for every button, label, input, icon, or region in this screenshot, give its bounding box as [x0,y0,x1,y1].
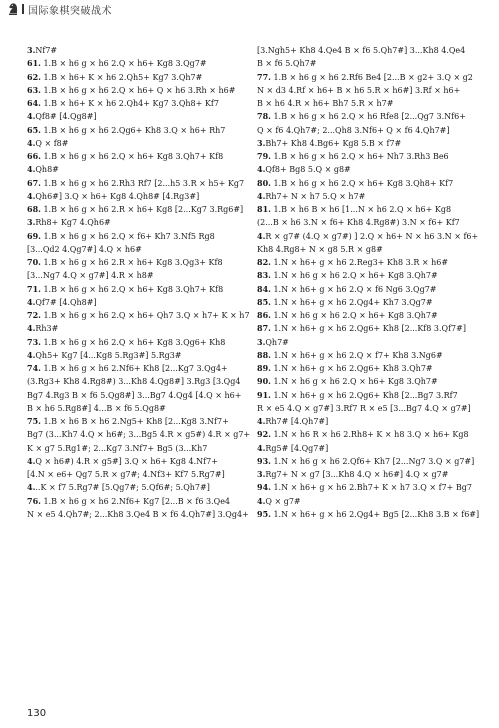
solution-line: K × g7 5.Rg1#; 2...Kg7 3.Nf7+ Bg5 (3...Kh7 [27,443,208,453]
left-column [27,44,253,521]
problem-number: 3. [27,217,36,228]
solution-line: 65. 1.B × h6 g × h6 2.Qg6+ Kh8 3.Q × h6+ Rh7 [27,124,226,135]
solution-line: 89. 1.N × h6+ g × h6 2.Qg6+ Kh8 3.Qh7# [257,363,433,373]
problem-number: 4. [27,323,36,334]
solution-line: 4.Qf8+ Bg8 5.Q × g8# [257,164,351,175]
problem-number: 84. [257,283,271,294]
page-number: 130 [27,708,47,719]
book-title: 国际象棋突破战术 [28,6,112,17]
solution-line: 3.Nf7# [27,45,58,55]
problem-number: 4. [257,164,266,175]
solution-line: [3...Ng7 4.Q × g7#] 4.R × h8# [27,271,154,281]
problem-number: 61. [27,58,41,69]
problem-number: 64. [27,98,41,108]
problem-number: 83. [257,270,271,281]
problem-number: 74. [27,363,41,373]
problem-number: 95. [257,508,271,519]
problem-number: 4. [257,442,266,453]
solution-line: (3.Rg3+ Kh8 4.Rg8#) 3...Kh8 4.Qg8#] 3.Rg3 [3.Qg4 [27,377,241,387]
solution-line: 4.Qf8# [4.Qg8#] [27,111,97,122]
solution-line: 68. 1.B × h6 g × h6 2.R × h6+ Kg8 [2...Kg7 3.Rg6#] [27,204,244,214]
problem-number: 76. [27,495,41,506]
solution-line: 84. 1.N × h6+ g × h6 2.Q × f6 Ng6 3.Qg7# [257,283,437,294]
problem-number: 3. [257,137,266,148]
problem-number: 86. [257,310,271,320]
solution-line: [3...Qd2 4.Qg7#] 4.Q × h6# [27,244,142,254]
problem-number: 90. [257,376,271,387]
solution-line: 4.Rh7+ N × h7 5.Q × h7# [257,190,366,201]
solution-line: 87. 1.N × h6+ g × h6 2.Qg6+ Kh8 [2...Kf8 3.Qf7#] [257,323,466,334]
problem-number: 80. [257,177,271,188]
solution-line: 82. 1.N × h6+ g × h6 2.Reg3+ Kh8 3.R × h6# [257,257,449,267]
solution-line: 61. 1.B × h6 g × h6 2.Q × h6+ Kg8 3.Qg7# [27,58,207,69]
solution-line: 72. 1.B × h6 g × h6 2.Q × h6+ Qh7 3.Q × h7+ K × h7 [27,310,250,320]
problem-number: 4. [257,190,266,201]
problem-number: 66. [27,151,41,161]
solution-line: 4.Qh5+ Kg7 [4...Kg8 5.Rg3#] 5.Rg3# [27,349,182,360]
solution-line: 4.Q × g7# [257,495,301,506]
problem-number: 3. [257,469,266,479]
problem-number: 62. [27,71,41,82]
solution-line: (2...B × h6 3.N × f6+ Kh8 4.Rg8#) 3.N × f6+ Kf7 [257,218,460,228]
problem-number: 94. [257,482,271,493]
solution-line: Kh8 4.Rg8+ N × g8 5.R × g8# [257,244,383,254]
solution-line: 74. 1.B × h6 g × h6 2.Nf6+ Kh8 [2...Kg7 3.Qg4+ [27,363,228,373]
problem-number: 4. [27,482,36,493]
problem-number: 78. [257,111,271,122]
solution-line: 4.Q × f8# [27,137,69,148]
solution-line: 81. 1.B × h6 B × h6 [1...N × h6 2.Q × h6+ Kg8 [257,204,452,214]
solution-line: 3.Bh7+ Kh8 4.Bg6+ Kg8 5.B × f7# [257,137,402,148]
problem-number: 4. [27,137,36,148]
solution-line: 4.Rh7# [4.Qh7#] [257,416,329,426]
problem-number: 73. [27,336,41,347]
problem-number: 91. [257,389,271,400]
chess-knight-icon [6,2,20,16]
solution-line: 77. 1.B × h6 g × h6 2.Rf6 Be4 [2...B × g2+ 3.Q × g2 [257,71,473,82]
solution-line: 94. 1.N × h6+ g × h6 2.Bh7+ K × h7 3.Q × f7+ Bg7 [257,482,472,493]
solution-line: R × e5 4.Q × g7#] 3.Rf7 R × e5 [3...Bg7 4.Q × g7#] [257,403,471,413]
problem-number: 92. [257,429,271,440]
solution-line: 3.Rh8+ Kg7 4.Qh6# [27,217,111,228]
solution-line: N × e5 4.Qh7#; 2...Kh8 3.Qe4 B × f6 4.Qh7#] 3.Qg4+ [27,509,249,519]
problem-number: 85. [257,296,271,307]
problem-number: 75. [27,416,41,426]
solution-line: 4.Rg5# [4.Qg7#] [257,442,329,453]
problem-number: 89. [257,363,271,373]
solution-line: 78. 1.B × h6 g × h6 2.Q × h6 Rfe8 [2...Qg7 3.Nf6+ [257,111,466,122]
solution-line: 4.R × g7# (4.Q × g7#) ] 2.Q × h6+ N × h6 3.N × f6+ [257,230,479,241]
solution-line: B × h6 5.Rg8#] 4...B × f6 5.Qg8# [27,403,166,413]
solution-line: 4.Qh8# [27,164,59,175]
solution-line: [3.Ngh5+ Kh8 4.Qe4 B × f6 5.Qh7#] 3...Kh8 4.Qe4 [257,46,466,55]
solution-line: 91. 1.N × h6+ g × h6 2.Qg6+ Kh8 [2...Bg7 3.Rf7 [257,389,458,400]
problem-number: 72. [27,310,41,320]
solution-line: 70. 1.B × h6 g × h6 2.R × h6+ Kg8 3.Qg3+ Kf8 [27,257,223,267]
solution-line: 73. 1.B × h6 g × h6 2.Q × h6+ Kg8 3.Qg6+ Kh8 [27,336,226,347]
solution-line: 62. 1.B × h6+ K × h6 2.Qh5+ Kg7 3.Qh7# [27,71,203,82]
solution-line: 64. 1.B × h6+ K × h6 2.Qh4+ Kg7 3.Qh8+ Kf7 [27,98,219,108]
solution-line: [4.N × e6+ Qg7 5.R × g7#; 4.Nf3+ Kf7 5.Rg7#] [27,470,225,479]
solution-line: 3.Qh7# [257,336,289,347]
problem-number: 79. [257,151,271,161]
solution-line: 92. 1.N × h6 R × h6 2.Rh8+ K × h8 3.Q × h6+ Kg8 [257,429,469,440]
solution-line: B × h6 4.R × h6+ Bh7 5.R × h7# [257,99,394,108]
solution-line: 4...K × f7 5.Rg7# [5.Qg7#; 5.Qf6#; 5.Qh7#] [27,482,210,493]
problem-number: 4. [27,296,36,307]
solution-line: 80. 1.B × h6 g × h6 2.Q × h6+ Kg8 3.Qh8+ Kf7 [257,177,454,188]
problem-number: 3. [257,336,266,347]
solution-line: 71. 1.B × h6 g × h6 2.Q × h6+ Kg8 3.Qh7+ Kf8 [27,283,224,294]
solution-line: 3.Rg7+ N × g7 [3...Kh8 4.Q × h6#] 4.Q × g7# [257,469,449,479]
solution-line: N × d3 4.Rf × h6+ B × h6 5.R × h6#] 3.Rf × h6+ [257,85,461,95]
right-column [257,44,483,521]
solution-line: 4.Rh3# [27,323,59,334]
problem-number: 4. [257,495,266,506]
solution-line: 83. 1.N × h6 g × h6 2.Q × h6+ Kg8 3.Qh7# [257,270,438,281]
problem-number: 69. [27,230,41,241]
problem-number: 81. [257,204,271,214]
problem-number: 4. [27,349,36,360]
page-header [0,0,499,24]
problem-number: 3. [27,45,36,55]
solution-line: Q × f6 4.Qh7#; 2...Qh8 3.Nf6+ Q × f6 4.Qh7#] [257,125,450,135]
header-divider [22,4,24,14]
solution-line: Bg7 (3...Kh7 4.Q × h6#; 3...Bg5 4.R × g5#) 4.R × g7+ [27,430,251,440]
solution-line: 86. 1.N × h6 g × h6 2.Q × h6+ Kg8 3.Qh7# [257,310,438,320]
problem-number: 4. [27,190,36,201]
solution-line: 93. 1.N × h6 g × h6 2.Qf6+ Kh7 [2...Ng7 3.Q × g7#] [257,455,475,466]
problem-number: 71. [27,283,41,294]
solution-line: B × f6 5.Qh7# [257,59,317,69]
problem-number: 88. [257,349,271,360]
solution-line: Bg7 4.Rg3 B × f6 5.Qg8#] 3...Bg7 4.Qg4 [4.Q × h6+ [27,390,242,400]
problem-number: 63. [27,84,41,95]
problem-number: 65. [27,124,41,135]
solution-line: 88. 1.N × h6+ g × h6 2.Q × f7+ Kh8 3.Ng6# [257,349,443,360]
solution-line: 4.Qf7# [4.Qh8#] [27,296,97,307]
problem-number: 4. [257,416,266,426]
problem-number: 4. [257,230,266,241]
solution-line: 4.Q × h6#) 4.R × g5#] 3.Q × h6+ Kg8 4.Nf7+ [27,455,218,466]
problem-number: 87. [257,323,271,334]
solution-line: 69. 1.B × h6 g × h6 2.Q × f6+ Kh7 3.Nf5 Rg8 [27,230,215,241]
solution-line: 85. 1.N × h6+ g × h6 2.Qg4+ Kh7 3.Qg7# [257,296,433,307]
solution-line: 76. 1.B × h6 g × h6 2.Nf6+ Kg7 [2...B × f6 3.Qe4 [27,495,231,506]
problem-number: 4. [27,455,36,466]
problem-number: 70. [27,257,41,267]
solution-line: 66. 1.B × h6 g × h6 2.Q × h6+ Kg8 3.Qh7+ Kf8 [27,151,224,161]
solution-line: 67. 1.B × h6 g × h6 2.Rh3 Rf7 [2...h5 3.R × h5+ Kg7 [27,177,245,188]
solution-line: 75. 1.B × h6 B × h6 2.Ng5+ Kh8 [2...Kg8 3.Nf7+ [27,416,229,426]
problem-number: 93. [257,455,271,466]
problem-number: 67. [27,177,41,188]
solution-line: 95. 1.N × h6+ g × h6 2.Qg4+ Bg5 [2...Kh8 3.B × f6#] [257,508,480,519]
problem-number: 4. [27,111,36,122]
solution-line: 63. 1.B × h6 g × h6 2.Q × h6+ Q × h6 3.Rh × h6# [27,84,236,95]
problem-number: 4. [27,164,36,175]
problem-number: 77. [257,71,271,82]
problem-number: 68. [27,204,41,214]
solution-line: 4.Qh6#] 3.Q × h6+ Kg8 4.Qh8# [4.Rg3#] [27,190,200,201]
solution-line: 90. 1.N × h6 g × h6 2.Q × h6+ Kg8 3.Qh7# [257,376,438,387]
solution-line: 79. 1.B × h6 g × h6 2.Q × h6+ Nh7 3.Rh3 Be6 [257,151,449,161]
problem-number: 82. [257,257,271,267]
